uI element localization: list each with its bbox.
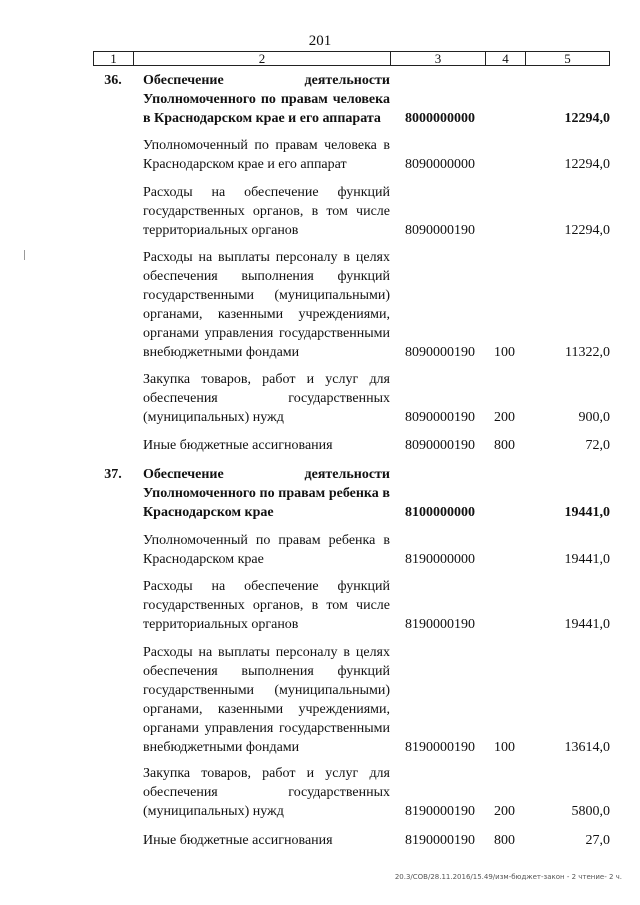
row-amount: 19441,0 <box>564 505 610 520</box>
row-code: 8090000190 <box>405 410 475 425</box>
row-code: 8100000000 <box>405 505 475 520</box>
row-expense-type: 100 <box>494 345 515 360</box>
row-amount: 19441,0 <box>564 552 610 567</box>
row-amount: 11322,0 <box>565 345 610 360</box>
row-description: Закупка товаров, работ и услуг для обеспечения государственных (муниципальных) нужд <box>143 766 390 819</box>
row-code: 8090000190 <box>405 438 475 453</box>
row-amount: 12294,0 <box>564 157 610 172</box>
row-description: Расходы на выплаты персоналу в целях обеспечения выполнения функций государственными (муниципальными) органами, казенными учреждениями, органами управления государственными внебюджетными фондами <box>143 645 390 755</box>
row-expense-type: 200 <box>494 410 515 425</box>
section-number: 37. <box>104 467 122 482</box>
row-amount: 5800,0 <box>571 804 610 819</box>
header-col-2: 2 <box>134 52 391 65</box>
row-amount: 900,0 <box>578 410 610 425</box>
row-code: 8090000190 <box>405 223 475 238</box>
row-code: 8190000190 <box>405 617 475 632</box>
header-col-4: 4 <box>486 52 526 65</box>
row-code: 8090000190 <box>405 345 475 360</box>
header-col-5: 5 <box>564 51 571 66</box>
footer-file-stamp: 20.3/COB/28.11.2016/15.49/изм-бюджет-закон - 2 чтение- 2 ч. <box>394 873 622 881</box>
table-header-row <box>93 51 610 66</box>
row-code: 8190000000 <box>405 552 475 567</box>
header-col-1: 1 <box>94 52 134 65</box>
row-amount: 12294,0 <box>564 111 610 126</box>
row-expense-type: 800 <box>494 438 515 453</box>
row-description: Расходы на обеспечение функций государственных органов, в том числе территориальных органов <box>143 185 390 238</box>
row-code: 8190000190 <box>405 833 475 848</box>
section-number: 36. <box>104 73 122 88</box>
row-amount: 19441,0 <box>564 617 610 632</box>
row-expense-type: 200 <box>494 804 515 819</box>
row-description: Обеспечение деятельности Уполномоченного по правам ребенка в Краснодарском крае <box>143 467 390 520</box>
row-description: Уполномоченный по правам ребенка в Краснодарском крае <box>143 533 390 567</box>
page-number: 201 <box>308 33 332 49</box>
header-col-3: 3 <box>391 52 486 65</box>
row-code: 8090000000 <box>405 157 475 172</box>
row-amount: 13614,0 <box>564 740 610 755</box>
margin-mark <box>24 250 25 260</box>
row-expense-type: 100 <box>494 740 515 755</box>
row-amount: 12294,0 <box>564 223 610 238</box>
row-code: 8190000190 <box>405 804 475 819</box>
row-description: Иные бюджетные ассигнования <box>143 833 333 848</box>
row-description: Закупка товаров, работ и услуг для обеспечения государственных (муниципальных) нужд <box>143 372 390 425</box>
row-description: Уполномоченный по правам человека в Краснодарском крае и его аппарат <box>143 138 390 172</box>
row-code: 8190000190 <box>405 740 475 755</box>
row-amount: 72,0 <box>585 438 610 453</box>
row-code: 8000000000 <box>405 111 475 126</box>
row-description: Расходы на выплаты персоналу в целях обеспечения выполнения функций государственными (муниципальными) органами, казенными учреждениями, органами управления государственными внебюджетными фондами <box>143 250 390 360</box>
row-description: Обеспечение деятельности Уполномоченного по правам человека в Краснодарском крае и его аппарата <box>143 73 390 126</box>
row-amount: 27,0 <box>585 833 610 848</box>
row-description: Иные бюджетные ассигнования <box>143 438 333 453</box>
row-expense-type: 800 <box>494 833 515 848</box>
row-description: Расходы на обеспечение функций государственных органов, в том числе территориальных органов <box>143 579 390 632</box>
